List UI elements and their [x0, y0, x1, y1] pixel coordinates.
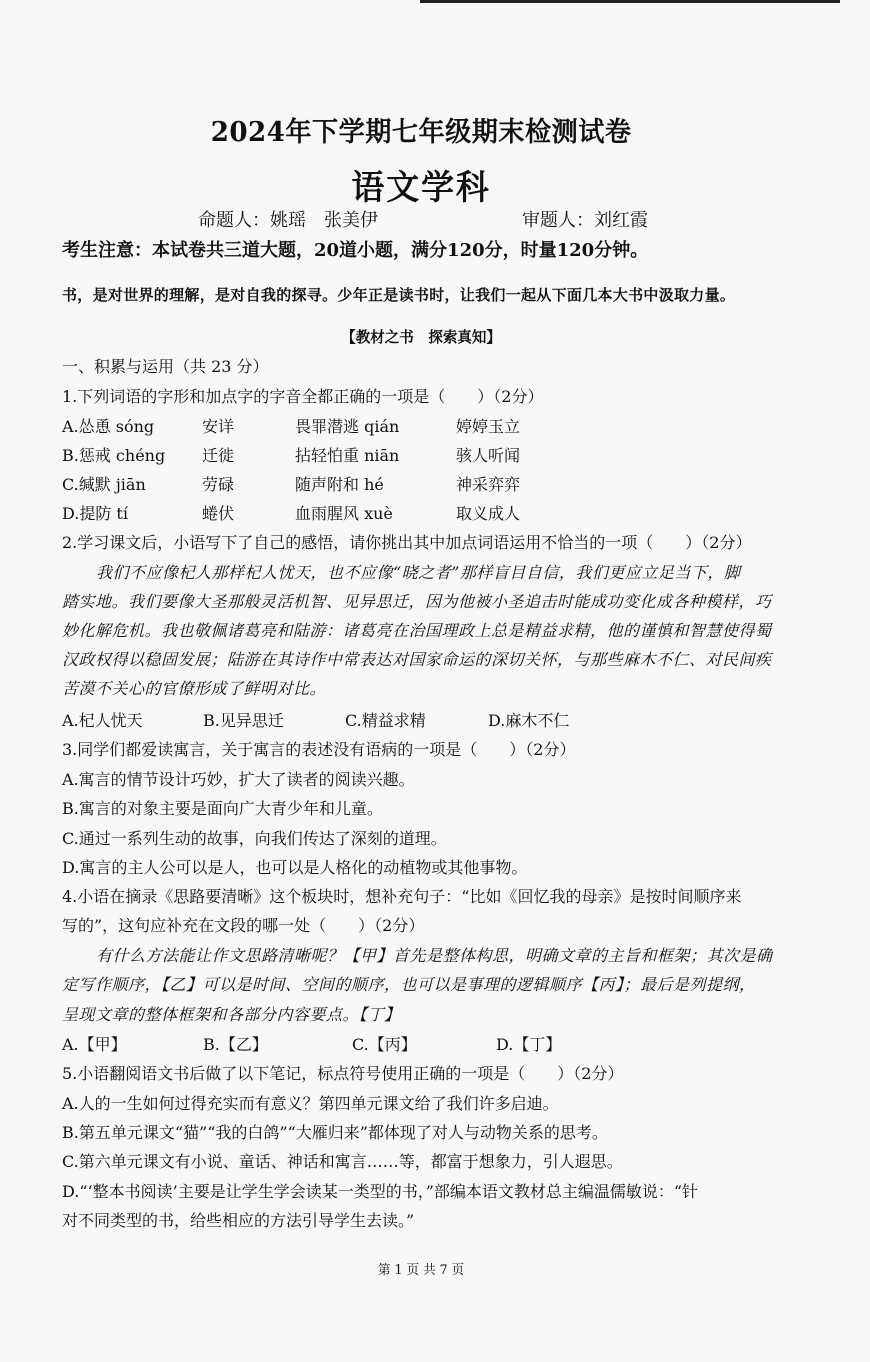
- q1-option-c-word2: 劳碌: [202, 475, 235, 494]
- q3-option-b: B.寓言的对象主要是面向广大青少年和儿童。: [62, 799, 383, 818]
- section-tag: 【教材之书 探索真知】: [341, 328, 501, 346]
- q2-option-a: A.杞人忧天: [62, 711, 143, 730]
- q1-option-a-word4: 婷婷玉立: [456, 417, 521, 436]
- q2-option-b: B.见异思迁: [203, 711, 284, 730]
- subject-title: 语文学科: [351, 168, 491, 208]
- q2-option-c: C.精益求精: [345, 711, 426, 730]
- q3-option-c: C.通过一系列生动的故事，向我们传达了深刻的道理。: [62, 829, 447, 848]
- setter-label: 命题人：姚瑶 张美伊: [198, 210, 378, 231]
- q5-option-b: B.第五单元课文“猫”“我的白鸽”“大雁归来”都体现了对人与动物关系的思考。: [62, 1123, 608, 1142]
- intro-line: 书，是对世界的理解，是对自我的探寻。少年正是读书时，让我们一起从下面几本大书中汲取力量。: [62, 286, 736, 304]
- q1-option-b-word2: 迁徙: [202, 446, 235, 465]
- q1-option-d-word2: 蜷伏: [202, 504, 235, 523]
- q3-stem: 3.同学们都爱读寓言，关于寓言的表述没有语病的一项是（ ）（2分）: [62, 740, 576, 759]
- q1-option-a-word3: 畏罪潜逃 qián: [295, 417, 400, 436]
- q4-option-c: C.【丙】: [352, 1035, 417, 1054]
- q2-passage-line: 妙化解危机。我也敬佩诸葛亮和陆游：诸葛亮在治国理政上总是精益求精，他的谨慎和智慧使得蜀: [62, 621, 772, 640]
- q1-option-a-word2: 安详: [202, 417, 235, 436]
- q1-option-b-word3: 拈轻怕重 niān: [295, 446, 400, 465]
- q2-option-d: D.麻木不仁: [488, 711, 570, 730]
- q4-option-a: A.【甲】: [62, 1035, 127, 1054]
- top-border-line: [420, 0, 840, 3]
- q2-passage-line: 我们不应像杞人那样杞人忧天，也不应像“晓之者”那样盲目自信，我们更应立足当下，脚: [96, 563, 741, 582]
- part-heading: 一、积累与运用（共 23 分）: [62, 357, 269, 376]
- q3-option-d: D.寓言的主人公可以是人，也可以是人格化的动植物或其他事物。: [62, 858, 528, 877]
- q5-option-a: A.人的一生如何过得充实而有意义？第四单元课文给了我们许多启迪。: [62, 1094, 559, 1113]
- q4-option-d: D.【丁】: [496, 1035, 562, 1054]
- q4-stem-line2: 写的”，这句应补充在文段的哪一处（ ）（2分）: [62, 916, 425, 935]
- q1-option-b-word4: 骇人听闻: [456, 446, 521, 465]
- q4-passage-line: 有什么方法能让作文思路清晰呢？【甲】首先是整体构思，明确文章的主旨和框架；其次是确: [96, 946, 773, 965]
- q2-passage-line: 苦漠不关心的官僚形成了鲜明对比。: [62, 679, 327, 698]
- q1-option-b-word1: B.惩戒 chéng: [62, 446, 166, 465]
- q1-option-d-word1: D.提防 tí: [62, 504, 128, 523]
- q1-option-c-word3: 随声附和 hé: [295, 475, 384, 494]
- reviewer-label: 审题人：刘红霞: [522, 210, 648, 231]
- q4-option-b: B.【乙】: [203, 1035, 268, 1054]
- q4-stem-line1: 4.小语在摘录《思路要清晰》这个板块时，想补充句子：“比如《回忆我的母亲》是按时间顺序来: [62, 887, 742, 906]
- q3-option-a: A.寓言的情节设计巧妙，扩大了读者的阅读兴趣。: [62, 770, 415, 789]
- q5-stem: 5.小语翻阅语文书后做了以下笔记，标点符号使用正确的一项是（ ）（2分）: [62, 1064, 624, 1083]
- q1-stem: 1.下列词语的字形和加点字的字音全都正确的一项是（ ）（2分）: [62, 387, 544, 406]
- q4-passage-line: 呈现文章的整体框架和各部分内容要点。【丁】: [62, 1005, 401, 1024]
- q1-option-d-word3: 血雨腥风 xuè: [295, 504, 393, 523]
- q1-option-c-word4: 神采弈弈: [456, 475, 521, 494]
- q2-passage-line: 踏实地。我们要像大圣那般灵活机智、见异思迁，因为他被小圣追击时能成功变化成各种模样，巧: [62, 592, 772, 611]
- q1-option-c-word1: C.缄默 jiān: [62, 475, 146, 494]
- q4-passage-line: 定写作顺序，【乙】可以是时间、空间的顺序，也可以是事理的逻辑顺序【丙】；最后是列提纲，: [62, 975, 756, 994]
- q5-option-d-line1: D.“‘整本书阅读’主要是让学生学会读某一类型的书，”部编本语文教材总主编温儒敏说：“针: [62, 1182, 699, 1201]
- q5-option-c: C.第六单元课文有小说、童话、神话和寓言……等，都富于想象力，引人遐思。: [62, 1152, 623, 1171]
- q2-stem: 2.学习课文后，小语写下了自己的感悟，请你挑出其中加点词语运用不恰当的一项（ ）（2分）: [62, 533, 752, 552]
- q5-option-d-line2: 对不同类型的书，给些相应的方法引导学生去读。”: [62, 1211, 415, 1230]
- q2-passage-line: 汉政权得以稳固发展；陆游在其诗作中常表达对国家命运的深切关怀，与那些麻木不仁、对民间疾: [62, 650, 772, 669]
- exam-title: 2024年下学期七年级期末检测试卷: [210, 117, 632, 148]
- q1-option-d-word4: 取义成人: [456, 504, 521, 523]
- q1-option-a-word1: A.怂恿 sóng: [62, 417, 155, 436]
- exam-notice: 考生注意：本试卷共三道大题，20道小题，满分120分，时量120分钟。: [62, 240, 649, 261]
- page-number: 第 1 页 共 7 页: [377, 1263, 465, 1278]
